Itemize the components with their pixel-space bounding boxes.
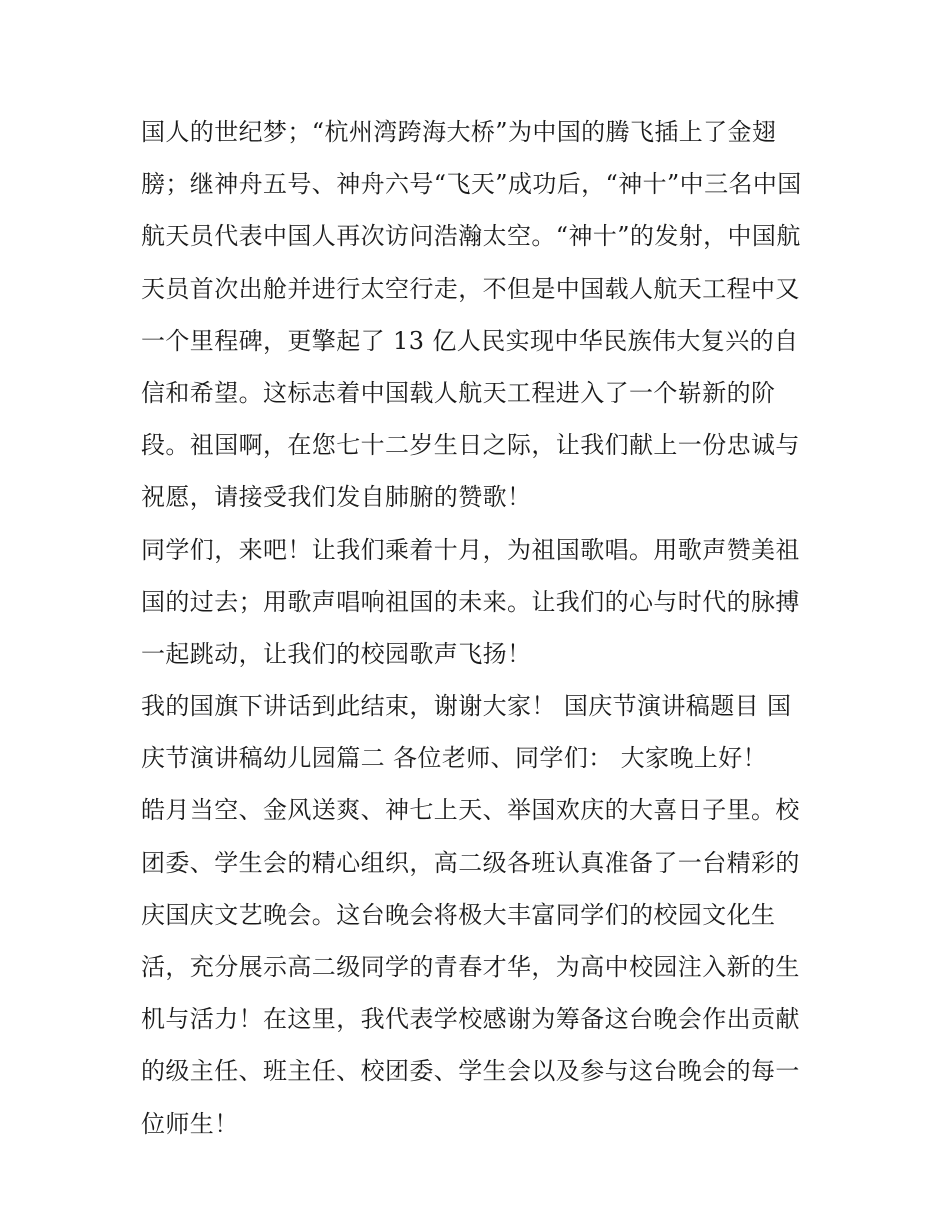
text-line: 的级主任、班主任、校团委、学生会以及参与这台晚会的每一 [141,1057,800,1086]
document-body-text [141,106,813,1150]
text-line: 庆节演讲稿幼儿园篇二 各位老师、同学们： 大家晚上好！ [141,744,768,773]
text-line: 团委、学生会的精心组织，高二级各班认真准备了一台精彩的 [141,848,800,877]
text-line: 我的国旗下讲话到此结束，谢谢大家！ 国庆节演讲稿题目 国 [141,692,792,721]
text-line: 天员首次出舱并进行太空行走，不但是中国载人航天工程中又 [141,274,800,303]
text-line: 位师生！ [141,1109,239,1138]
text-line: 航天员代表中国人再次访问浩瀚太空。“神十”的发射，中国航 [141,222,801,251]
text-line: 膀；继神舟五号、神舟六号“飞天”成功后，“神十”中三名中国 [141,170,802,199]
text-line: 同学们，来吧！让我们乘着十月，为祖国歌唱。用歌声赞美祖 [141,535,800,564]
text-line: 段。祖国啊，在您七十二岁生日之际，让我们献上一份忠诚与 [141,431,800,460]
text-line: 国的过去；用歌声唱响祖国的未来。让我们的心与时代的脉搏 [141,587,800,616]
text-line: 活，充分展示高二级同学的青春才华，为高中校园注入新的生 [141,953,800,981]
text-line: 庆国庆文艺晚会。这台晚会将极大丰富同学们的校园文化生 [141,900,776,929]
text-line: 机与活力！在这里，我代表学校感谢为筹备这台晚会作出贡献 [141,1005,800,1034]
text-line: 皓月当空、金风送爽、神七上天、举国欢庆的大喜日子里。校 [141,796,800,825]
text-line: 一个里程碑，更擎起了 13 亿人民实现中华民族伟大复兴的自 [141,326,799,355]
text-line: 一起跳动，让我们的校园歌声飞扬！ [141,639,532,668]
text-line: 国人的世纪梦；“杭州湾跨海大桥”为中国的腾飞插上了金翅 [141,118,777,146]
text-line: 祝愿，请接受我们发自肺腑的赞歌！ [141,483,532,512]
text-line: 信和希望。这标志着中国载人航天工程进入了一个崭新的阶 [141,378,776,407]
